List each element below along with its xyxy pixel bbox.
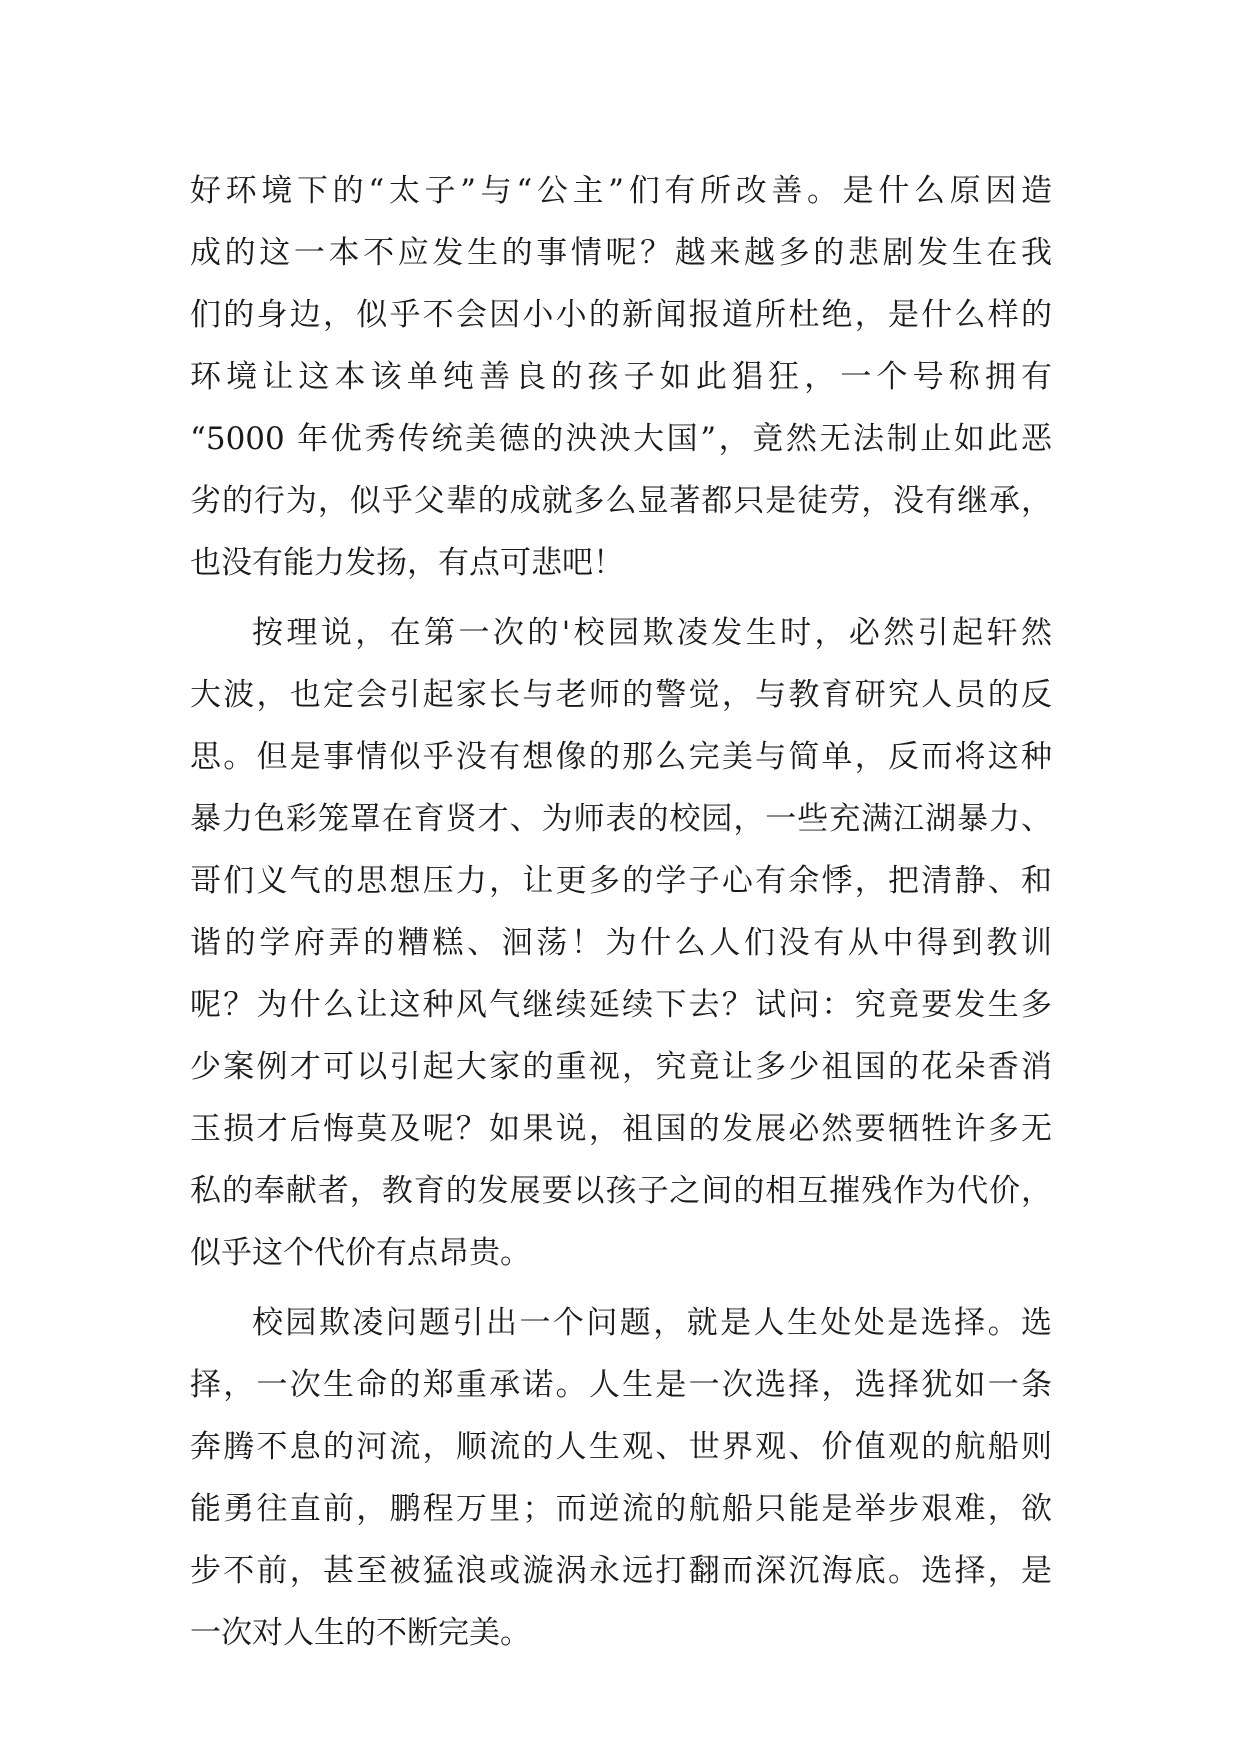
text-line: 谐的学府弄的糟糕、洄荡！为什么人们没有从中得到教训 xyxy=(190,925,1052,961)
text-line: 大波，也定会引起家长与老师的警觉，与教育研究人员的反 xyxy=(190,677,1052,713)
text-line: 成的这一本不应发生的事情呢？越来越多的悲剧发生在我 xyxy=(190,235,1052,271)
text-line: 校园欺凌问题引出一个问题，就是人生处处是选择。选 xyxy=(252,1305,1052,1341)
paragraph-1 xyxy=(190,160,1052,594)
text-line: 奔腾不息的河流，顺流的人生观、世界观、价值观的航船则 xyxy=(190,1429,1052,1465)
text-line: 们的身边，似乎不会因小小的新闻报道所杜绝，是什么样的 xyxy=(190,297,1052,333)
text-line: 玉损才后悔莫及呢？如果说，祖国的发展必然要牺牲许多无 xyxy=(190,1111,1052,1147)
paragraph-3 xyxy=(190,1292,1052,1664)
text-line: 劣的行为，似乎父辈的成就多么显著都只是徒劳，没有继承， xyxy=(190,483,1052,519)
text-line: 择，一次生命的郑重承诺。人生是一次选择，选择犹如一条 xyxy=(190,1367,1052,1403)
text-line: 按理说，在第一次的'校园欺凌发生时，必然引起轩然 xyxy=(252,615,1052,651)
text-line: 能勇往直前，鹏程万里；而逆流的航船只能是举步艰难，欲 xyxy=(190,1491,1052,1527)
text-line: 步不前，甚至被猛浪或漩涡永远打翻而深沉海底。选择，是 xyxy=(190,1553,1052,1589)
document-body xyxy=(190,160,1052,1664)
text-line: “5000 年优秀传统美德的泱泱大国”，竟然无法制止如此恶 xyxy=(190,421,1052,457)
paragraph-gap xyxy=(190,594,1052,602)
text-line: 呢？为什么让这种风气继续延续下去？试问：究竟要发生多 xyxy=(190,987,1052,1023)
text-line: 少案例才可以引起大家的重视，究竟让多少祖国的花朵香消 xyxy=(190,1049,1052,1085)
text-line: 好环境下的“太子”与“公主”们有所改善。是什么原因造 xyxy=(190,173,1052,209)
text-line: 暴力色彩笼罩在育贤才、为师表的校园，一些充满江湖暴力、 xyxy=(190,801,1052,837)
text-line: 环境让这本该单纯善良的孩子如此猖狂，一个号称拥有 xyxy=(190,359,1052,395)
text-line: 也没有能力发扬，有点可悲吧！ xyxy=(190,545,624,581)
paragraph-2 xyxy=(190,602,1052,1284)
text-line: 一次对人生的不断完美。 xyxy=(190,1615,531,1651)
text-line: 私的奉献者，教育的发展要以孩子之间的相互摧残作为代价， xyxy=(190,1173,1052,1209)
text-line: 似乎这个代价有点昂贵。 xyxy=(190,1235,531,1271)
text-line: 思。但是事情似乎没有想像的那么完美与简单，反而将这种 xyxy=(190,739,1052,775)
text-line: 哥们义气的思想压力，让更多的学子心有余悸，把清静、和 xyxy=(190,863,1052,899)
paragraph-gap xyxy=(190,1284,1052,1292)
